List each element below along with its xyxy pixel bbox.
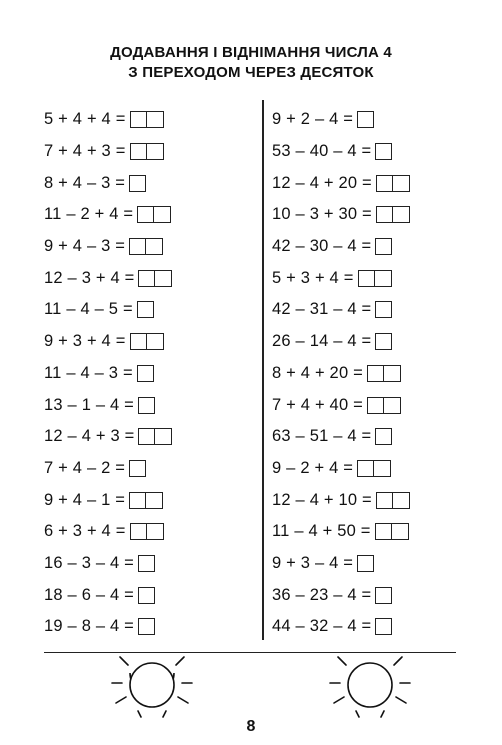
answer-box[interactable] [130, 143, 147, 160]
answer-boxes [129, 238, 163, 255]
exercise-row [272, 611, 410, 643]
exercise-expression: 11 – 2 + 4 = [44, 205, 134, 224]
exercise-row [44, 262, 172, 294]
exercise-row [44, 358, 172, 390]
exercise-expression: 8 + 4 – 3 = [44, 173, 126, 192]
answer-boxes [130, 111, 164, 128]
answer-box[interactable] [367, 397, 384, 414]
answer-box[interactable] [129, 238, 146, 255]
answer-box[interactable] [146, 238, 163, 255]
answer-boxes [138, 428, 172, 445]
answer-boxes [357, 111, 374, 128]
exercise-expression: 9 + 2 – 4 = [272, 110, 354, 129]
exercise-row [44, 484, 172, 516]
exercise-row [272, 294, 410, 326]
exercise-expression: 7 + 4 + 40 = [272, 395, 363, 414]
answer-boxes [138, 618, 155, 635]
answer-boxes [129, 460, 146, 477]
answer-boxes [130, 143, 164, 160]
answer-box[interactable] [376, 175, 393, 192]
exercise-expression: 36 – 23 – 4 = [272, 585, 372, 604]
answer-box[interactable] [137, 206, 154, 223]
exercise-row [44, 421, 172, 453]
exercise-row [44, 516, 172, 548]
exercise-expression: 6 + 3 + 4 = [44, 522, 126, 541]
answer-boxes [376, 492, 410, 509]
exercise-expression: 10 – 3 + 30 = [272, 205, 372, 224]
answer-box[interactable] [374, 460, 391, 477]
exercise-expression: 9 + 3 – 4 = [272, 553, 354, 572]
sun-icon [110, 653, 194, 719]
answer-box[interactable] [138, 270, 155, 287]
exercise-expression: 18 – 6 – 4 = [44, 585, 135, 604]
answer-box[interactable] [147, 523, 164, 540]
answer-box[interactable] [147, 143, 164, 160]
exercise-expression: 7 + 4 + 3 = [44, 142, 126, 161]
answer-box[interactable] [138, 587, 155, 604]
exercise-row [272, 389, 410, 421]
answer-box[interactable] [138, 428, 155, 445]
answer-box[interactable] [129, 492, 146, 509]
exercise-row [44, 326, 172, 358]
answer-box[interactable] [375, 238, 392, 255]
exercise-row [272, 421, 410, 453]
answer-boxes [375, 301, 392, 318]
right-exercise-column [272, 104, 410, 643]
answer-box[interactable] [367, 365, 384, 382]
answer-box[interactable] [138, 555, 155, 572]
answer-boxes [376, 206, 410, 223]
exercise-expression: 5 + 4 + 4 = [44, 110, 126, 129]
exercise-expression: 11 – 4 – 5 = [44, 300, 133, 319]
exercise-expression: 7 + 4 – 2 = [44, 458, 126, 477]
answer-box[interactable] [155, 428, 172, 445]
exercise-expression: 12 – 4 + 10 = [272, 490, 372, 509]
answer-boxes [130, 333, 164, 350]
exercise-row [272, 484, 410, 516]
exercise-row [44, 389, 172, 421]
exercise-row [44, 136, 172, 168]
answer-boxes [375, 238, 392, 255]
answer-boxes [375, 523, 409, 540]
answer-box[interactable] [375, 270, 392, 287]
exercise-row [44, 104, 172, 136]
exercise-row [272, 136, 410, 168]
exercise-expression: 9 – 2 + 4 = [272, 458, 354, 477]
exercise-expression: 9 + 4 – 3 = [44, 237, 126, 256]
answer-box[interactable] [393, 206, 410, 223]
answer-box[interactable] [146, 492, 163, 509]
exercise-row [272, 167, 410, 199]
answer-boxes [376, 175, 410, 192]
answer-boxes [367, 397, 401, 414]
exercise-row [272, 453, 410, 485]
exercise-row [44, 199, 172, 231]
answer-box[interactable] [375, 143, 392, 160]
answer-box[interactable] [147, 111, 164, 128]
exercise-row [272, 262, 410, 294]
answer-box[interactable] [147, 333, 164, 350]
exercise-expression: 26 – 14 – 4 = [272, 332, 372, 351]
answer-box[interactable] [375, 301, 392, 318]
exercise-row [44, 579, 172, 611]
exercise-row [44, 453, 172, 485]
answer-box[interactable] [358, 270, 375, 287]
answer-box[interactable] [384, 365, 401, 382]
answer-boxes [375, 428, 392, 445]
answer-boxes [375, 143, 392, 160]
exercise-expression: 42 – 31 – 4 = [272, 300, 372, 319]
exercise-row [272, 231, 410, 263]
answer-box[interactable] [357, 555, 374, 572]
answer-box[interactable] [375, 333, 392, 350]
answer-box[interactable] [154, 206, 171, 223]
exercise-expression: 13 – 1 – 4 = [44, 395, 135, 414]
exercise-expression: 42 – 30 – 4 = [272, 237, 372, 256]
exercise-row [44, 294, 172, 326]
answer-box[interactable] [130, 111, 147, 128]
answer-boxes [375, 333, 392, 350]
answer-boxes [375, 618, 392, 635]
answer-boxes [137, 206, 171, 223]
answer-box[interactable] [375, 523, 392, 540]
page-title: ДОДАВАННЯ І ВІДНІМАННЯ ЧИСЛА 4 [110, 44, 392, 61]
answer-box[interactable] [375, 618, 392, 635]
answer-boxes [138, 397, 155, 414]
answer-boxes [129, 492, 163, 509]
answer-boxes [130, 523, 164, 540]
answer-boxes [137, 301, 154, 318]
exercise-row [272, 199, 410, 231]
answer-boxes [137, 365, 154, 382]
exercise-row [272, 104, 410, 136]
answer-box[interactable] [376, 206, 393, 223]
sun-icon [328, 653, 412, 719]
answer-box[interactable] [376, 492, 393, 509]
left-exercise-column [44, 104, 172, 643]
answer-boxes [357, 460, 391, 477]
answer-box[interactable] [130, 523, 147, 540]
exercise-expression: 53 – 40 – 4 = [272, 142, 372, 161]
answer-boxes [138, 555, 155, 572]
answer-box[interactable] [384, 397, 401, 414]
answer-boxes [129, 175, 146, 192]
answer-box[interactable] [357, 460, 374, 477]
column-divider [262, 100, 264, 640]
exercise-row [44, 548, 172, 580]
answer-boxes [138, 270, 172, 287]
answer-box[interactable] [130, 333, 147, 350]
exercise-expression: 19 – 8 – 4 = [44, 617, 135, 636]
exercise-expression: 11 – 4 + 50 = [272, 522, 371, 541]
answer-box[interactable] [138, 618, 155, 635]
exercise-expression: 12 – 4 + 3 = [44, 427, 135, 446]
exercise-row [272, 516, 410, 548]
exercise-row [272, 326, 410, 358]
exercise-row [272, 579, 410, 611]
answer-box[interactable] [393, 175, 410, 192]
exercise-expression: 9 + 3 + 4 = [44, 332, 126, 351]
exercise-expression: 16 – 3 – 4 = [44, 553, 135, 572]
answer-boxes [367, 365, 401, 382]
exercise-expression: 63 – 51 – 4 = [272, 427, 372, 446]
answer-box[interactable] [129, 175, 146, 192]
exercise-expression: 44 – 32 – 4 = [272, 617, 372, 636]
page-number: 8 [246, 718, 256, 735]
exercise-expression: 5 + 3 + 4 = [272, 268, 354, 287]
exercise-row [44, 231, 172, 263]
answer-box[interactable] [375, 428, 392, 445]
exercise-row [44, 167, 172, 199]
exercise-expression: 12 – 3 + 4 = [44, 268, 135, 287]
exercise-expression: 8 + 4 + 20 = [272, 363, 363, 382]
answer-boxes [357, 555, 374, 572]
answer-box[interactable] [129, 460, 146, 477]
exercise-expression: 9 + 4 – 1 = [44, 490, 126, 509]
answer-boxes [375, 587, 392, 604]
answer-box[interactable] [357, 111, 374, 128]
answer-box[interactable] [392, 523, 409, 540]
answer-box[interactable] [137, 365, 154, 382]
exercise-expression: 12 – 4 + 20 = [272, 173, 372, 192]
answer-box[interactable] [138, 397, 155, 414]
exercise-row [272, 548, 410, 580]
exercise-expression: 11 – 4 – 3 = [44, 363, 133, 382]
answer-boxes [358, 270, 392, 287]
answer-boxes [138, 587, 155, 604]
answer-box[interactable] [137, 301, 154, 318]
answer-box[interactable] [375, 587, 392, 604]
answer-box[interactable] [155, 270, 172, 287]
exercise-row [44, 611, 172, 643]
exercise-row [272, 358, 410, 390]
page-subtitle: З ПЕРЕХОДОМ ЧЕРЕЗ ДЕСЯТОК [128, 64, 374, 81]
answer-box[interactable] [393, 492, 410, 509]
